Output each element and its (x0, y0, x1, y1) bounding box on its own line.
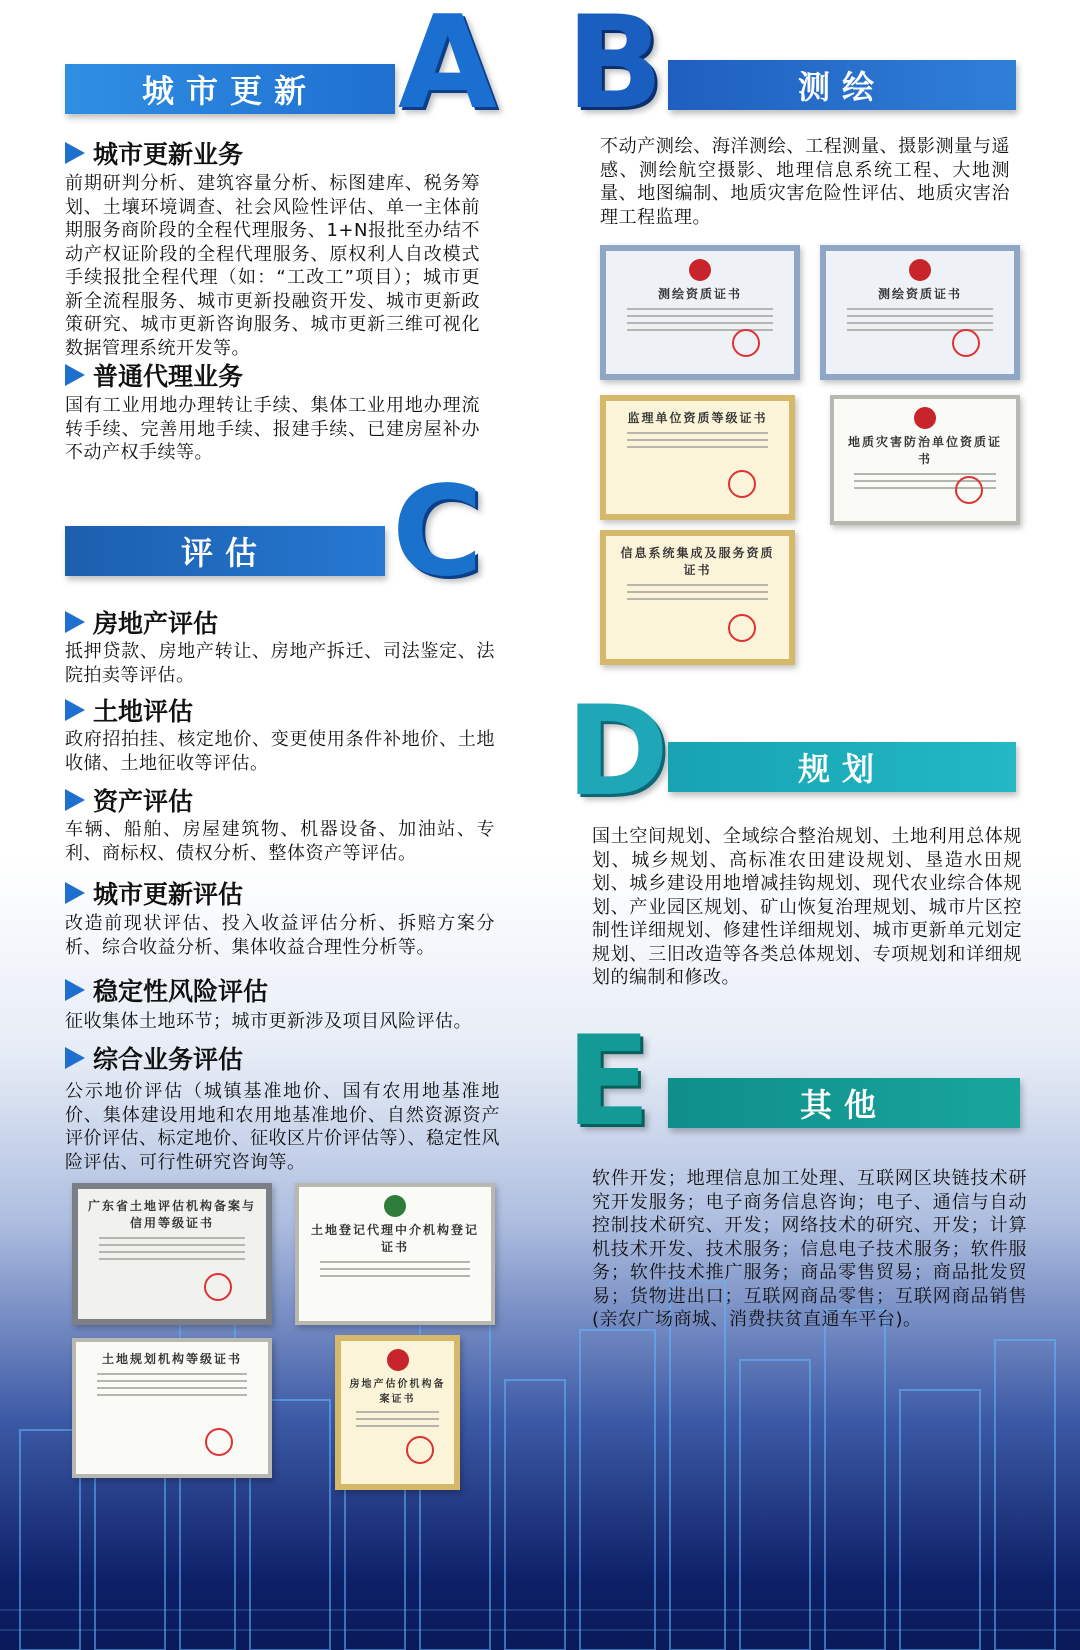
other-services-text: 软件开发；地理信息加工处理、互联网区块链技术研究开发服务；电子商务信息咨询；电子、通信与自动控制技术研究、开发；网络技术的研究、开发；计算机技术开发、技术服务；信息电子技术服务；软件服务；软件技术推广服务；商品零售贸易；商品批发贸易；货物进出口；互联网商品零售；互联网商品销售(亲农广场商城、消费扶贫直通车平台)。 (592, 1168, 1027, 1330)
national-emblem-icon (914, 407, 936, 429)
banner-urban-renewal: 城市更新 (65, 64, 395, 114)
certificate-surveying-2 (820, 245, 1020, 380)
banner-valuation: 评估 (65, 526, 385, 576)
certificate-title: 房地产估价机构备案证书 (349, 1379, 446, 1405)
planning-text: 国土空间规划、全域综合整治规划、土地利用总体规划、城乡规划、高标准农田建设规划、垦造水田规划、城乡建设用地增减挂钩规划、现代农业综合体规划、产业园区规划、矿山恢复治理规划、城市片区控制性详细规划、修建性详细规划、城市更新单元划定规划、三旧改造等各类总体规划、专项规划和详细规划的编制和修改。 (592, 826, 1022, 988)
letter-a-glyph: A (398, 0, 494, 138)
certificate-supervision (600, 395, 795, 520)
certificate-land-registration-agency (295, 1183, 495, 1325)
certificate-title: 监理单位资质等级证书 (627, 411, 768, 425)
urban-renewal-business-text: 前期研判分析、建筑容量分析、标图建库、税务筹划、土壤环境调查、社会风险性评估、单一主体前期服务商阶段的全程代理服务、1+N报批至办结不动产权证阶段的全程代理服务、原权利人自改模式手续报批全程代理（如：“工改工”项目）；城市更新全流程服务、城市更新投融资开发、城市更新政策研究、城市更新咨询服务、城市更新三维可视化数据管理系统开发等。 (65, 173, 480, 359)
group-title: 普通代理业务 (93, 362, 244, 391)
section-title-asset-valuation (65, 782, 193, 818)
group-title: 稳定性风险评估 (93, 977, 269, 1006)
banner-planning: 规划 (668, 742, 1016, 792)
certificate-real-estate-appraisal (335, 1335, 460, 1490)
letter-b-glyph: B (566, 0, 660, 138)
red-seal-icon (204, 1273, 232, 1301)
certificate-title: 测绘资质证书 (657, 287, 742, 301)
banner-other: 其他 (668, 1078, 1020, 1128)
comprehensive-valuation-text: 公示地价评估（城镇基准地价、国有农用地基准地价、集体建设用地和农用地基准地价、自然资源资产评价评估、标定地价、征收区片价评估等）、稳定性风险评估、可行性研究咨询等。 (65, 1081, 500, 1173)
certificate-title: 地质灾害防治单位资质证书 (847, 435, 1002, 466)
arrow-bullet-icon (65, 364, 85, 386)
letter-e-glyph: E (566, 1010, 647, 1154)
group-title: 城市更新评估 (93, 880, 244, 909)
arrow-bullet-icon (65, 882, 85, 904)
real-estate-valuation-text: 抵押贷款、房地产转让、房地产拆迁、司法鉴定、法院拍卖等评估。 (65, 641, 495, 686)
certificate-land-valuation-credit (72, 1183, 272, 1325)
group-title: 房地产评估 (93, 609, 219, 638)
letter-d-glyph: D (566, 680, 665, 824)
land-valuation-text: 政府招拍挂、核定地价、变更使用条件补地价、土地收储、土地征收等评估。 (65, 729, 495, 774)
red-seal-icon (952, 329, 980, 357)
emblem-icon (384, 1195, 406, 1217)
red-seal-icon (406, 1436, 434, 1464)
section-title-land-valuation (65, 692, 193, 728)
group-title: 资产评估 (93, 787, 194, 816)
group-title: 城市更新业务 (93, 140, 244, 169)
section-title-real-estate-valuation (65, 604, 218, 640)
section-title-stability-risk (65, 972, 268, 1008)
section-title-comprehensive-valuation (65, 1040, 243, 1076)
banner-surveying: 测绘 (668, 60, 1016, 110)
certificate-geohazard (830, 395, 1020, 525)
arrow-bullet-icon (65, 611, 85, 633)
certificate-title: 广东省土地评估机构备案与信用等级证书 (87, 1199, 256, 1230)
arrow-bullet-icon (65, 1047, 85, 1069)
letter-c-glyph: C (392, 460, 480, 604)
certificate-title: 土地规划机构等级证书 (101, 1352, 242, 1366)
asset-valuation-text: 车辆、船舶、房屋建筑物、机器设备、加油站、专利、商标权、债权分析、整体资产等评估。 (65, 819, 495, 864)
national-emblem-icon (909, 259, 931, 281)
certificate-surveying-1 (600, 245, 800, 380)
section-title-urban-renewal-business (65, 135, 243, 171)
red-seal-icon (732, 329, 760, 357)
certificate-information-system (600, 530, 795, 665)
section-title-urban-renewal-valuation (65, 875, 243, 911)
group-title: 土地评估 (93, 697, 194, 726)
certificate-title: 测绘资质证书 (877, 287, 962, 301)
arrow-bullet-icon (65, 789, 85, 811)
certificate-title: 信息系统集成及服务资质证书 (620, 546, 775, 577)
surveying-text: 不动产测绘、海洋测绘、工程测量、摄影测量与遥感、测绘航空摄影、地理信息系统工程、大地测量、地图编制、地质灾害危险性评估、地质灾害治理工程监理。 (600, 136, 1010, 228)
red-seal-icon (728, 470, 756, 498)
general-agency-text: 国有工业用地办理转让手续、集体工业用地办理流转手续、完善用地手续、报建手续、已建房屋补办不动产权手续等。 (65, 395, 480, 463)
national-emblem-icon (689, 259, 711, 281)
certificate-title: 土地登记代理中介机构登记证书 (310, 1223, 479, 1254)
red-seal-icon (955, 476, 983, 504)
arrow-bullet-icon (65, 699, 85, 721)
arrow-bullet-icon (65, 979, 85, 1001)
red-seal-icon (205, 1428, 233, 1456)
arrow-bullet-icon (65, 142, 85, 164)
group-title: 综合业务评估 (93, 1045, 244, 1074)
section-title-general-agency (65, 357, 243, 393)
national-emblem-icon (387, 1349, 409, 1371)
urban-renewal-valuation-text: 改造前现状评估、投入收益评估分析、拆赔方案分析、综合收益分析、集体收益合理性分析等。 (65, 913, 495, 958)
stability-risk-text: 征收集体土地环节；城市更新涉及项目风险评估。 (65, 1011, 472, 1032)
certificate-land-planning (72, 1338, 272, 1478)
red-seal-icon (728, 614, 756, 642)
